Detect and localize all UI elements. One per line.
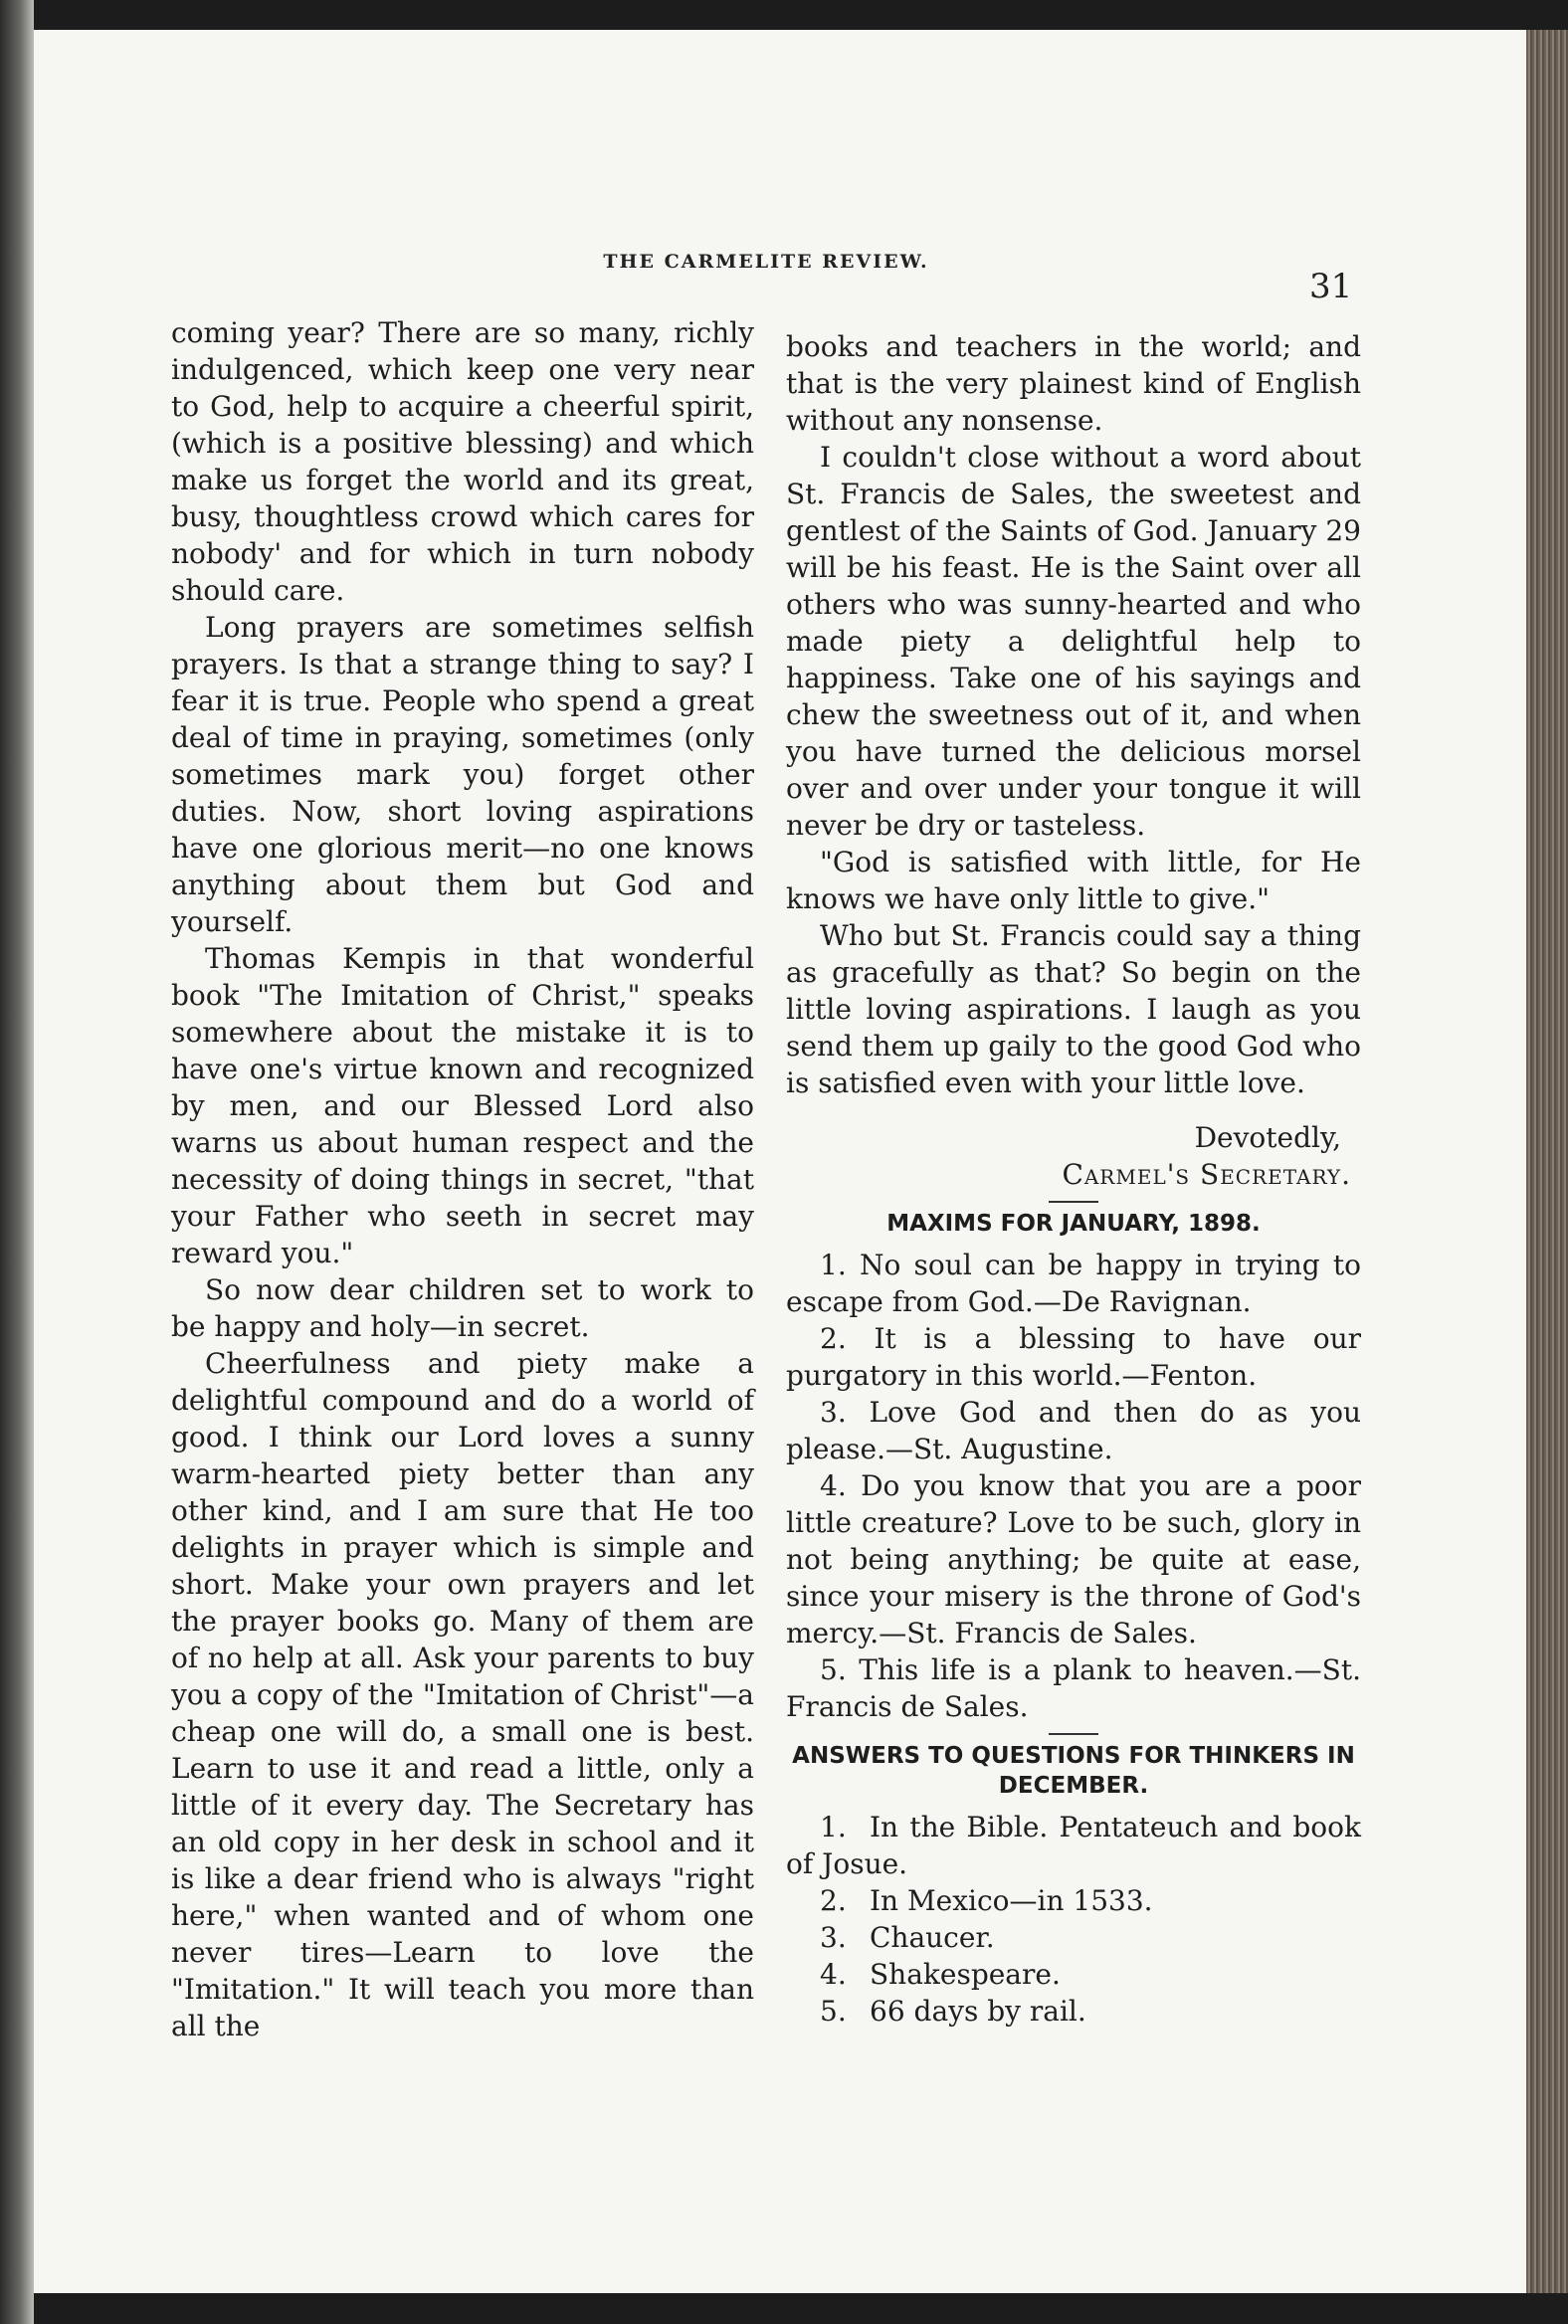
running-header: THE CARMELITE REVIEW.: [603, 251, 929, 273]
paragraph: books and teachers in the world; and that is the very plainest kind of English without any nonsense.: [786, 330, 1361, 437]
paragraph: Who but St. Francis could say a thing as gracefully as that? So begin on the little loving aspirations. I laugh as you send them up gaily to the good God who is satisfied even with your little love.: [786, 919, 1361, 1099]
maxim-item: 1. No soul can be happy in trying to escape from God.—De Ravignan.: [786, 1249, 1361, 1318]
answer-text: In Mexico—in 1533.: [870, 1884, 1153, 1917]
paragraph: I couldn't close without a word about St. Francis de Sales, the sweetest and gentlest of the Saints of God. January 29 will be his feast. He is the Saint over all others who was sunny-hearted and who made piety a delightful help to happiness. Take one of his sayings and chew the sweetness out of it, and when you have turned the delicious morsel over and over under your tongue it will never be dry or tasteless.: [786, 441, 1361, 842]
page-number: 31: [1309, 267, 1353, 306]
answer-item: [786, 1993, 1361, 2030]
paragraph: Long prayers are sometimes selfish prayers. Is that a strange thing to say? I fear it is true. People who spend a great deal of time in praying, sometimes (only sometimes mark you) forget other duties. Now, short loving aspirations have one glorious merit—no one knows anything about them but God and yourself.: [171, 611, 754, 938]
right-column: [786, 328, 1361, 2030]
signature: Carmel's Secretary.: [1062, 1158, 1351, 1191]
page-edges: [1526, 30, 1568, 2293]
maxim-item: 5. This life is a plank to heaven.—St. Francis de Sales.: [786, 1653, 1361, 1723]
divider: [1049, 1201, 1098, 1203]
closing: Devotedly,: [1194, 1121, 1341, 1154]
answer-item: [786, 1809, 1361, 1882]
answer-number: 2.: [820, 1884, 847, 1917]
answer-item: [786, 1882, 1361, 1919]
divider: [1049, 1733, 1098, 1735]
paragraph: coming year? There are so many, richly indulgenced, which keep one very near to God, help to acquire a cheerful spirit, (which is a positive blessing) and which make us forget the world and its great, busy, thoughtless crowd which cares for nobody' and for which in turn nobody should care.: [171, 316, 754, 607]
left-column: [171, 314, 754, 2044]
answer-text: Chaucer.: [870, 1921, 995, 1954]
answer-text: Shakespeare.: [870, 1958, 1061, 1991]
book-spine-shadow: [0, 0, 34, 2324]
answer-text: 66 days by rail.: [870, 1995, 1086, 2028]
answer-text: In the Bible. Pentateuch and book of Josue.: [786, 1811, 1361, 1880]
maxims-heading: MAXIMS FOR JANUARY, 1898.: [886, 1211, 1261, 1237]
answer-number: 5.: [820, 1995, 847, 2028]
paragraph: "God is satisfied with little, for He knows we have only little to give.": [786, 846, 1361, 915]
answer-item: [786, 1919, 1361, 1956]
answer-number: 3.: [820, 1921, 847, 1954]
answer-number: 4.: [820, 1958, 847, 1991]
maxim-item: 2. It is a blessing to have our purgatory in this world.—Fenton.: [786, 1322, 1361, 1392]
answer-item: [786, 1956, 1361, 1993]
paragraph: Cheerfulness and piety make a delightful compound and do a world of good. I think our Lord loves a sunny warm-hearted piety better than any other kind, and I am sure that He too delights in prayer which is simple and short. Make your own prayers and let the prayer books go. Many of them are of no help at all. Ask your parents to buy you a copy of the "Imitation of Christ"—a cheap one will do, a small one is best. Learn to use it and read a little, only a little of it every day. The Secretary has an old copy in her desk in school and it is like a dear friend who is always "right here," when wanted and of whom one never tires—Learn to love the "Imitation." It will teach you more than all the: [171, 1347, 754, 2042]
answers-heading: ANSWERS TO QUESTIONS FOR THINKERS IN DECEMBER.: [792, 1743, 1355, 1799]
paragraph: Thomas Kempis in that wonderful book "The Imitation of Christ," speaks somewhere about the mistake it is to have one's virtue known and recognized by men, and our Blessed Lord also warns us about human respect and the necessity of doing things in secret, "that your Father who seeth in secret may reward you.": [171, 942, 754, 1269]
answer-number: 1.: [820, 1811, 847, 1843]
maxim-item: 3. Love God and then do as you please.—St. Augustine.: [786, 1396, 1361, 1465]
paragraph: So now dear children set to work to be happy and holy—in secret.: [171, 1273, 754, 1343]
maxim-item: 4. Do you know that you are a poor little creature? Love to be such, glory in not being anything; be quite at ease, since your misery is the throne of God's mercy.—St. Francis de Sales.: [786, 1469, 1361, 1649]
